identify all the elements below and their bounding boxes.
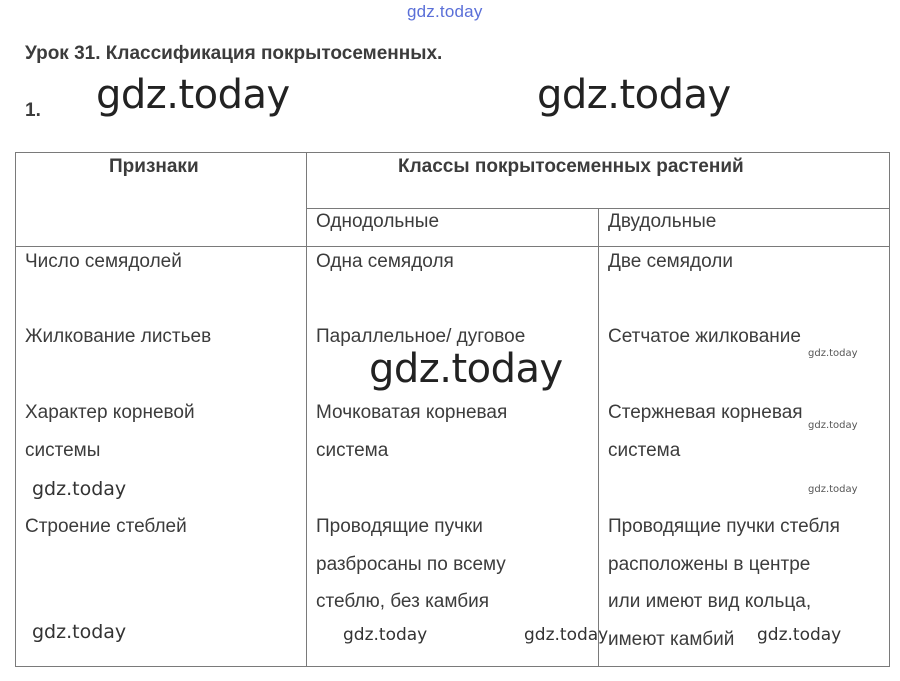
header-classes: Классы покрытосеменных растений <box>398 156 744 177</box>
row1-mono: Одна семядоля <box>316 251 454 272</box>
table-col-divider-2 <box>598 208 599 667</box>
row3-mono-line2: система <box>316 440 389 461</box>
watermark-large-center: gdz.today <box>369 346 563 392</box>
header-dicots: Двудольные <box>608 211 717 232</box>
row1-feature: Число семядолей <box>25 251 182 272</box>
watermark-row4: gdz.today <box>32 621 127 643</box>
row4-di-line3: или имеют вид кольца, <box>608 591 812 612</box>
row4-di-line1: Проводящие пучки стебля <box>608 516 840 537</box>
header-features: Признаки <box>109 156 199 177</box>
row2-feature: Жилкование листьев <box>25 326 212 347</box>
row3-di-line2: система <box>608 440 681 461</box>
row3-mono-line1: Мочковатая корневая <box>316 402 508 423</box>
row2-mono: Параллельное/ дуговое <box>316 326 526 347</box>
row4-feature: Строение стеблей <box>25 516 187 537</box>
table-col-divider-1 <box>306 152 307 667</box>
row3-feature-line2: системы <box>25 440 101 461</box>
watermark-bottom-3: gdz.today <box>757 625 842 645</box>
row4-mono-line2: разбросаны по всему <box>316 554 506 575</box>
watermark-tiny-3: gdz.today <box>808 484 858 495</box>
header-monocots: Однодольные <box>316 211 440 232</box>
table-border-bottom <box>15 666 889 667</box>
watermark-large-left: gdz.today <box>96 72 290 118</box>
lesson-title: Урок 31. Классификация покрытосеменных. <box>25 43 443 64</box>
row2-di: Сетчатое жилкование <box>608 326 801 347</box>
row1-di: Две семядоли <box>608 251 733 272</box>
watermark-tiny-2: gdz.today <box>808 420 858 431</box>
row4-di-line4: имеют камбий <box>608 629 735 650</box>
watermark-tiny-1: gdz.today <box>808 348 858 359</box>
watermark-row3: gdz.today <box>32 478 127 500</box>
task-number: 1. <box>25 100 41 121</box>
row3-di-line1: Стержневая корневая <box>608 402 803 423</box>
watermark-bottom-2: gdz.today <box>524 625 609 645</box>
row4-mono-line3: стеблю, без камбия <box>316 591 490 612</box>
watermark-large-right: gdz.today <box>537 72 731 118</box>
table-border-right <box>889 152 890 667</box>
watermark-top: gdz.today <box>407 2 483 21</box>
table-border-left <box>15 152 16 667</box>
row4-di-line2: расположены в центре <box>608 554 811 575</box>
watermark-bottom-1: gdz.today <box>343 625 428 645</box>
table-border-top <box>15 152 889 153</box>
row3-feature-line1: Характер корневой <box>25 402 195 423</box>
row4-mono-line1: Проводящие пучки <box>316 516 483 537</box>
